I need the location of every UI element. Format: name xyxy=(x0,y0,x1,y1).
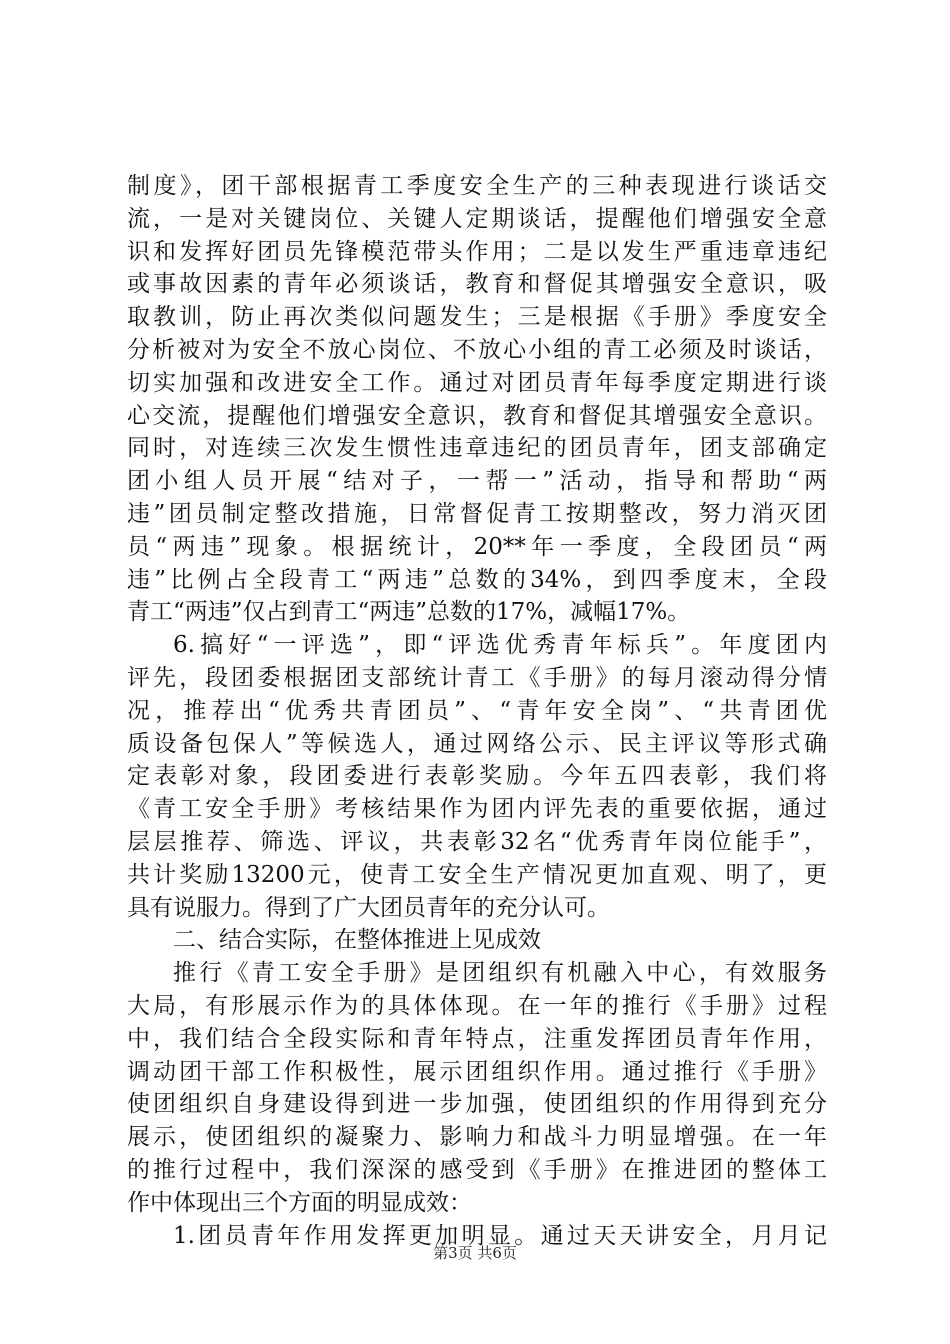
text-line: 大局，有形展示作为的具体体现。在一年的推行《手册》过程 xyxy=(127,992,827,1019)
text-line: 或事故因素的青年必须谈话，教育和督促其增强安全意识，吸 xyxy=(127,271,827,298)
text-line: 使团组织自身建设得到进一步加强，使团组织的作用得到充分 xyxy=(127,1091,827,1118)
text-line: 展示，使团组织的凝聚力、影响力和战斗力明显增强。在一年 xyxy=(127,1124,827,1151)
text-line: 评先，段团委根据团支部统计青工《手册》的每月滚动得分情 xyxy=(127,664,827,691)
text-line: 质设备包保人”等候选人，通过网络公示、民主评议等形式确 xyxy=(127,730,827,757)
text-line: 切实加强和改进安全工作。通过对团员青年每季度定期进行谈 xyxy=(127,369,827,396)
text-line: 违”团员制定整改措施，日常督促青工按期整改，努力消灭团 xyxy=(127,500,827,527)
text-line: 6.搞好“一评选”，即“评选优秀青年标兵”。年度团内 xyxy=(173,632,827,659)
text-line: 分析被对为安全不放心岗位、不放心小组的青工必须及时谈话， xyxy=(127,336,827,363)
text-line: 层层推荐、筛选、评议，共表彰32名“优秀青年岗位能手”， xyxy=(127,828,827,855)
text-line: 《青工安全手册》考核结果作为团内评先表的重要依据，通过 xyxy=(127,796,827,823)
text-line: 制度》，团干部根据青工季度安全生产的三种表现进行谈话交 xyxy=(127,173,827,199)
section-heading: 二、结合实际，在整体推进上见成效 xyxy=(173,927,541,954)
text-line: 的推行过程中，我们深深的感受到《手册》在推进团的整体工 xyxy=(127,1156,827,1183)
page-number-footer: 第3页 共6页 xyxy=(433,1244,517,1262)
text-line: 取教训，防止再次类似问题发生；三是根据《手册》季度安全 xyxy=(127,304,827,331)
text-line: 调动团干部工作积极性，展示团组织作用。通过推行《手册》 xyxy=(127,1058,827,1085)
text-line: 员“两违”现象。根据统计，20**年一季度，全段团员“两 xyxy=(127,533,827,560)
text-line: 心交流，提醒他们增强安全意识，教育和督促其增强安全意识。 xyxy=(127,402,827,429)
text-line: 作中体现出三个方面的明显成效： xyxy=(127,1189,472,1216)
text-line: 况，推荐出“优秀共青团员”、“青年安全岗”、“共青团优 xyxy=(127,697,827,724)
text-line: 违”比例占全段青工“两违”总数的34%，到四季度末，全段 xyxy=(127,566,827,593)
text-line: 同时，对连续三次发生惯性违章违纪的团员青年，团支部确定 xyxy=(127,435,827,462)
text-line: 流，一是对关键岗位、关键人定期谈话，提醒他们增强安全意 xyxy=(127,205,827,232)
text-line: 识和发挥好团员先锋模范带头作用；二是以发生严重违章违纪 xyxy=(127,238,827,265)
text-line: 团小组人员开展“结对子，一帮一”活动，指导和帮助“两 xyxy=(127,468,827,495)
text-line: 中，我们结合全段实际和青年特点，注重发挥团员青年作用， xyxy=(127,1025,827,1052)
text-line: 1.团员青年作用发挥更加明显。通过天天讲安全，月月记 xyxy=(173,1222,827,1249)
text-line: 共计奖励13200元，使青工安全生产情况更加直观、明了，更 xyxy=(127,861,827,888)
body-text xyxy=(127,170,827,1252)
text-line: 推行《青工安全手册》是团组织有机融入中心，有效服务 xyxy=(173,960,827,987)
text-line: 青工“两违”仅占到青工“两违”总数的17%，减幅17%。 xyxy=(127,599,691,626)
text-line: 具有说服力。得到了广大团员青年的充分认可。 xyxy=(127,894,610,921)
text-line: 定表彰对象，段团委进行表彰奖励。今年五四表彰，我们将 xyxy=(127,763,827,790)
